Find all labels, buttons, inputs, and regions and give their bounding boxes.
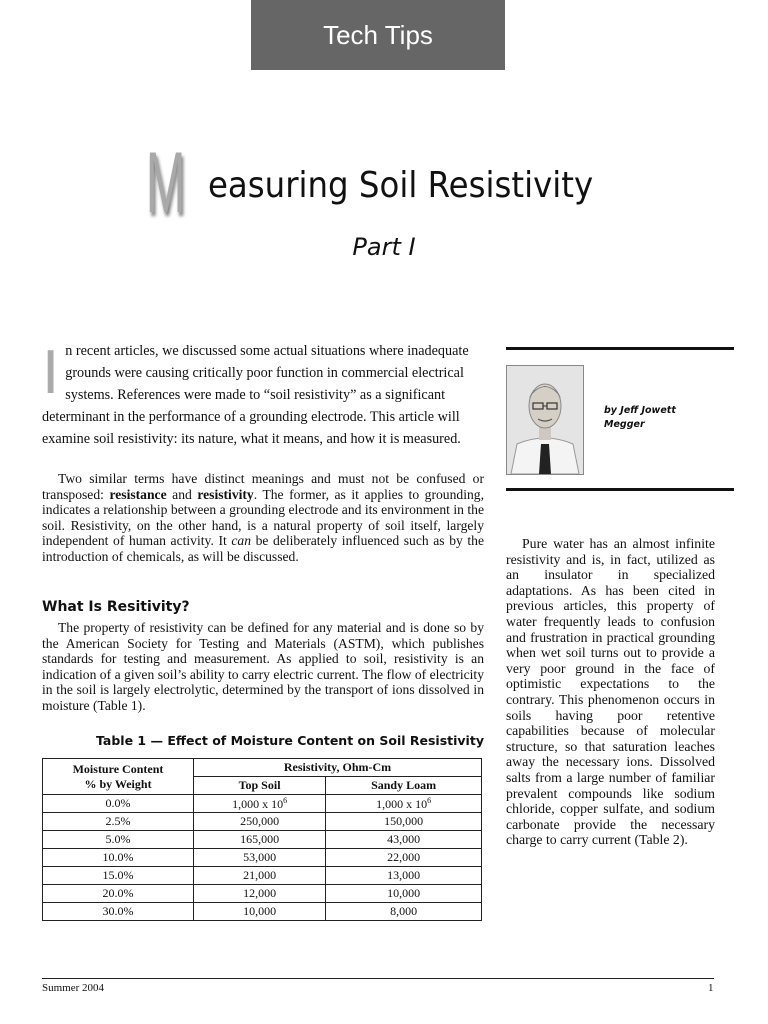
table-row <box>43 813 482 831</box>
definition-text: The property of resistivity can be defined for any material and is done so by the American Society for Testing and Materials (ASTM), which publishes standards for testing and measurement. As applied to soil, resistivity is an indication of a given soil’s ability to carry electric current. The flow of electricity in the soil is largely electrolytic, determined by the transport of ions dissolved in moisture (Table 1). <box>42 620 484 713</box>
paragraph-definition <box>42 620 484 713</box>
sidebar-column <box>506 536 715 848</box>
sidebar-bottom-rule <box>506 488 734 491</box>
table-cell: 53,000 <box>194 849 326 867</box>
author-name: by Jeff Jowett <box>604 405 676 416</box>
cell-value: 1,000 x 10 <box>376 796 428 811</box>
term-resistance: resistance <box>109 486 167 502</box>
article-title: easuring Soil Resistivity <box>208 165 594 206</box>
sidebar-text: Pure water has an almost infinite resistivity and is, in fact, utilized as an insulator in specialized adaptations. As has been cited in previous articles, this property of water frequently leads to confusion and frustration in practical grounding when wet soil turns out to provide a very poor ground in the face of optimistic expectations to the contrary. This phenomenon occurs in soils having poor retentive capabilities because of molecular structure, so that saturation leaches away the necessary ions. Dissolved salts from a large number of familiar prevalent compounds like sodium chloride, copper sulfate, and sodium carbonate provide the necessary charge to carry current (Table 2). <box>506 536 715 848</box>
table-cell: 15.0% <box>43 867 194 885</box>
exponent: 6 <box>283 795 288 805</box>
intro-text: n recent articles, we discussed some actual situations where inadequate grounds were causing critically poor function in commercial electrical systems. References were made to “soil resistivity” as a significant determinant in the performance of a grounding electrode. This article will examine soil resistivity: its nature, what it means, and how it is measured. <box>42 343 469 447</box>
author-photo <box>506 365 584 475</box>
table-cell: 250,000 <box>194 813 326 831</box>
text-run: . The former, as it applies to grounding, indicates a relationship between a grounding electrode and its environment in the soil. Resistivity, on the other hand, is a natural property of soil itself, largely independent of human activity. It <box>42 486 484 548</box>
table-cell: 165,000 <box>194 831 326 849</box>
byline <box>604 404 676 432</box>
table-cell <box>194 795 326 813</box>
moisture-resistivity-table <box>42 758 482 921</box>
col-moisture-header <box>43 759 194 795</box>
table-cell: 12,000 <box>194 885 326 903</box>
table-cell: 10.0% <box>43 849 194 867</box>
footer-rule <box>42 978 714 979</box>
title-initial: M <box>146 135 186 231</box>
table-caption: Table 1 — Effect of Moisture Content on Soil Resistivity <box>96 733 484 748</box>
intro-paragraph <box>42 340 484 450</box>
page-number: 1 <box>708 982 714 994</box>
table-cell <box>326 795 482 813</box>
table-cell: 30.0% <box>43 903 194 921</box>
section-heading: What Is Resitivity? <box>42 599 190 615</box>
emphasis-can: can <box>231 533 251 548</box>
exponent: 6 <box>427 795 432 805</box>
col-group-header: Resistivity, Ohm-Cm <box>194 759 482 777</box>
table-cell: 2.5% <box>43 813 194 831</box>
term-resistivity: resistivity <box>197 486 254 502</box>
table-row <box>43 867 482 885</box>
header-line: % by Weight <box>84 776 152 791</box>
table-cell: 43,000 <box>326 831 482 849</box>
table-cell: 10,000 <box>326 885 482 903</box>
table-cell: 0.0% <box>43 795 194 813</box>
article-subtitle: Part I <box>352 233 416 261</box>
table-cell: 20.0% <box>43 885 194 903</box>
text-run: be deliberately influenced such as by the introduction of chemicals, as will be discussed. <box>42 533 485 564</box>
portrait-image <box>507 366 583 474</box>
table-row <box>43 885 482 903</box>
header-line: Moisture Content <box>72 761 164 776</box>
intro-dropcap: I <box>42 338 60 407</box>
table-row <box>43 795 482 813</box>
table-cell: 5.0% <box>43 831 194 849</box>
table-row <box>43 903 482 921</box>
paragraph-terms <box>42 471 484 564</box>
cell-value: 1,000 x 10 <box>232 796 284 811</box>
table-cell: 150,000 <box>326 813 482 831</box>
table-cell: 22,000 <box>326 849 482 867</box>
col-topsoil-header: Top Soil <box>194 777 326 795</box>
table-cell: 13,000 <box>326 867 482 885</box>
col-sandyloam-header: Sandy Loam <box>326 777 482 795</box>
table-cell: 10,000 <box>194 903 326 921</box>
text-run: Two similar terms have distinct meanings and must not be confused or transposed: <box>42 471 484 502</box>
sidebar-top-rule <box>506 347 734 350</box>
table-cell: 8,000 <box>326 903 482 921</box>
author-company: Megger <box>604 419 645 430</box>
section-banner: Tech Tips <box>251 0 505 70</box>
table-row <box>43 849 482 867</box>
text-run: and <box>166 486 198 502</box>
table-cell: 21,000 <box>194 867 326 885</box>
footer-issue: Summer 2004 <box>42 982 105 994</box>
table-row <box>43 831 482 849</box>
